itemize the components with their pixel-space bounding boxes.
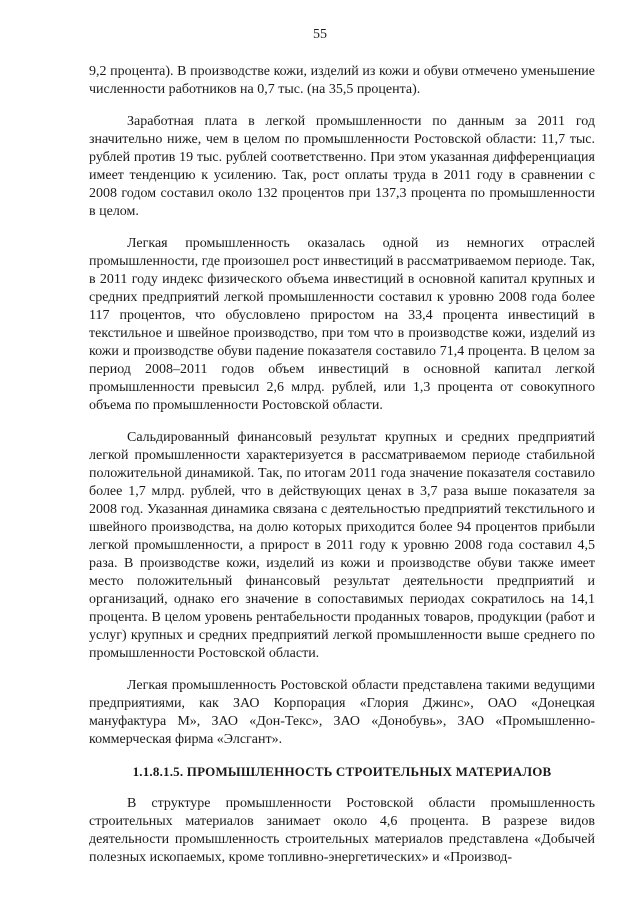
page-body bbox=[89, 63, 595, 867]
paragraph-financial-result: Сальдированный финансовый результат крупных и средних предприятий легкой промышленности характеризуется в рассматриваемом периоде стабильной положительной динамикой. Так, по итогам 2011 года значение показателя составило более 1,7 млрд. рублей, что в действующих ценах в 3,7 раза выше показателя за 2008 год. Указанная динамика связана с деятельностью предприятий текстильного и швейного производства, на долю которых приходится более 94 процентов прибыли легкой промышленности, а прирост в 2011 году к уровню 2008 года составил 4,5 раза. В производстве кожи, изделий из кожи и производстве обуви также имеет место положительный финансовый результат деятельности предприятий и организаций, однако его значение в сопоставимых периодах сократилось на 14,1 процента. В целом уровень рентабельности проданных товаров, продукции (работ и услуг) крупных и средних предприятий легкой промышленности выше среднего по промышленности Ростовской области. bbox=[89, 430, 595, 661]
paragraph-continued: 9,2 процента). В производстве кожи, изделий из кожи и обуви отмечено уменьшение численности работников на 0,7 тыс. (на 35,5 процента). bbox=[89, 64, 595, 97]
paragraph-building-materials: В структуре промышленности Ростовской области промышленность строительных материалов занимает около 4,6 процента. В разрезе видов деятельности промышленность строительных материалов представлена «Добычей полезных ископаемых, кроме топливно-энергетических» и «Производ- bbox=[89, 796, 595, 865]
paragraph-enterprises: Легкая промышленность Ростовской области представлена такими ведущими предприятиями, как ЗАО Корпорация «Глория Джинс», ОАО «Донецкая мануфактура М», ЗАО «Дон-Текс», ЗАО «Донобувь», ЗАО «Промышленно-коммерческая фирма «Элсгант». bbox=[89, 678, 595, 747]
paragraph-wages: Заработная плата в легкой промышленности по данным за 2011 год значительно ниже, чем в целом по промышленности Ростовской области: 11,7 тыс. рублей против 19 тыс. рублей соответственно. При этом указанная дифференциация имеет тенденцию к усилению. Так, рост оплаты труда в 2011 году в сравнении с 2008 годом составил около 132 процентов при 137,3 процента по промышленности в целом. bbox=[89, 114, 595, 219]
page-number: 55 bbox=[313, 27, 327, 42]
paragraph-investments: Легкая промышленность оказалась одной из немногих отраслей промышленности, где произошел рост инвестиций в рассматриваемом периоде. Так, в 2011 году индекс физического объема инвестиций в основной капитал крупных и средних предприятий легкой промышленности составил к уровню 2008 года более 117 процентов, что обусловлено приростом на 33,4 процента инвестиций в текстильное и швейное производство, при том что в производстве кожи, изделий из кожи и производстве обуви падение показателя составило 71,4 процента. В целом за период 2008–2011 годов объем инвестиций в основной капитал легкой промышленности превысил 2,6 млрд. рублей, или 1,3 процента от совокупного объема по промышленности Ростовской области. bbox=[89, 236, 595, 413]
section-heading: 1.1.8.1.5. ПРОМЫШЛЕННОСТЬ СТРОИТЕЛЬНЫХ МАТЕРИАЛОВ bbox=[132, 764, 552, 779]
